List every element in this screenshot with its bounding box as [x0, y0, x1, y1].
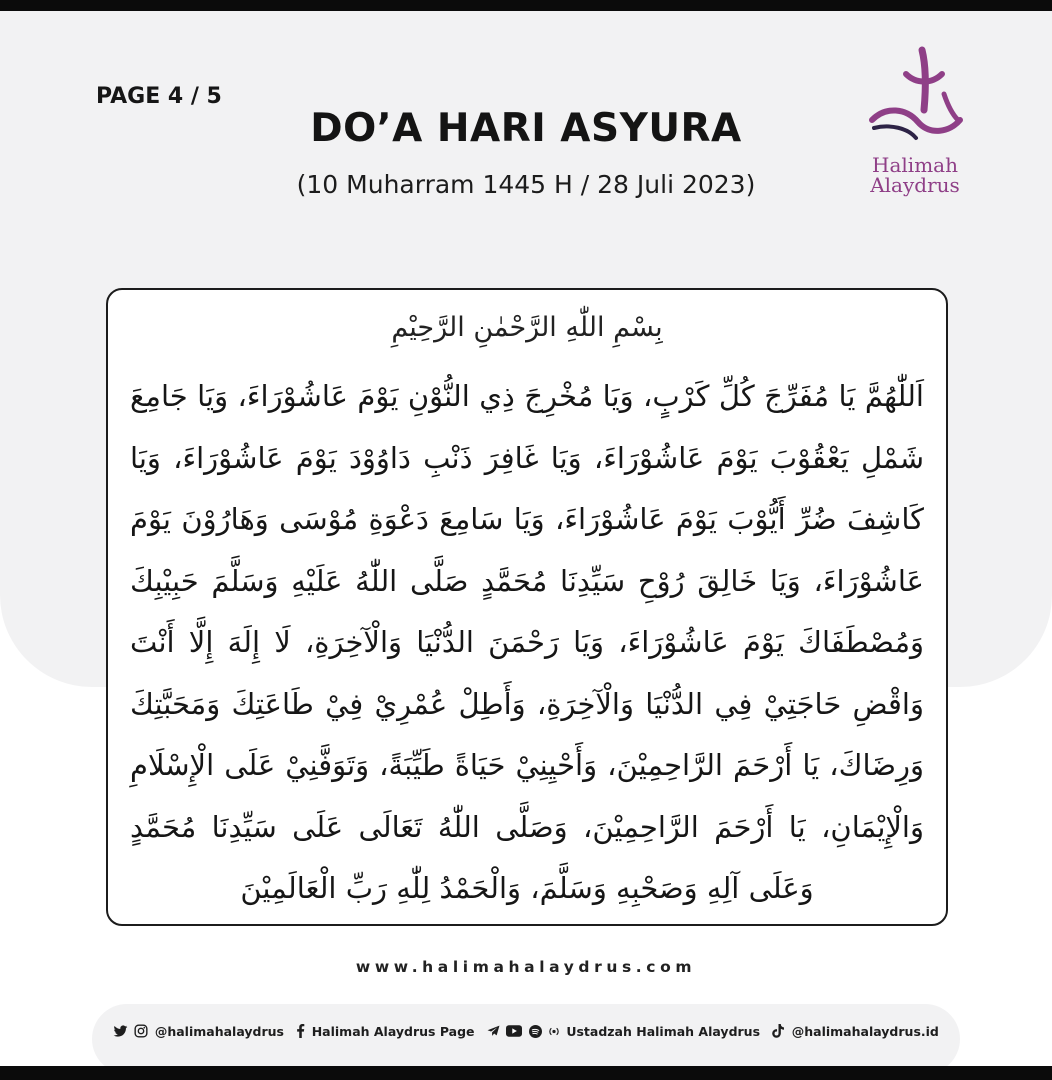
basmalah: بِسْمِ اللّٰهِ الرَّحْمٰنِ الرَّحِيْمِ — [391, 312, 663, 343]
social-tiktok[interactable] — [772, 1023, 938, 1039]
logo-name-line2: Alaydrus — [870, 173, 960, 197]
social-tiktok-label: @halimahalaydrus.id — [791, 1023, 939, 1039]
spotify-icon — [529, 1025, 542, 1038]
social-twitter-instagram[interactable] — [113, 1023, 284, 1039]
social-facebook-label: Halimah Alaydrus Page — [311, 1023, 475, 1039]
top-bar — [0, 0, 1052, 11]
facebook-icon — [296, 1024, 305, 1038]
brand-logo — [860, 44, 970, 197]
social-links — [0, 1022, 1052, 1039]
twitter-icon — [113, 1025, 128, 1038]
tiktok-icon — [772, 1024, 785, 1038]
prayer-text: اَللّٰهُمَّ يَا مُفَرِّجَ كُلِّ كَرْبٍ، وَيَا مُخْرِجَ ذِي النُّوْنِ يَوْمَ عَاشُوْرَاءَ، وَيَا جَامِعَ شَمْلِ يَعْقُوْبَ يَوْمَ عَاشُوْرَاءَ، وَيَا غَافِرَ ذَنْبِ دَاوُوْدَ يَوْمَ عَاشُوْرَاءَ، وَيَا كَاشِفَ ضُرِّ أَيُّوْبَ يَوْمَ عَاشُوْرَاءَ، وَيَا سَامِعَ دَعْوَةِ مُوْسَى وَهَارُوْنَ يَوْمَ عَاشُوْرَاءَ، وَيَا خَالِقَ رُوْحِ سَيِّدِنَا مُحَمَّدٍ صَلَّى اللّٰهُ عَلَيْهِ وَسَلَّمَ حَبِيْبِكَ وَمُصْطَفَاكَ يَوْمَ عَاشُوْرَاءَ، وَيَا رَحْمَنَ الدُّنْيَا وَالْآخِرَةِ، لَا إِلَهَ إِلَّا أَنْتَ وَاقْضِ حَاجَتِيْ فِي الدُّنْيَا وَالْآخِرَةِ، وَأَطِلْ عُمْرِيْ فِيْ طَاعَتِكَ وَمَحَبَّتِكَ وَرِضَاكَ، يَا أَرْحَمَ الرَّاحِمِيْنَ، وَأَحْيِنِيْ حَيَاةً طَيِّبَةً، وَتَوَفَّنِيْ عَلَى الْإِسْلَامِ وَالْإِيْمَانِ، يَا أَرْحَمَ الرَّاحِمِيْنَ، وَصَلَّى اللّٰهُ تَعَالَى عَلَى سَيِّدِنَا مُحَمَّدٍ وَعَلَى آلِهِ وَصَحْبِهِ وَسَلَّمَ، وَالْحَمْدُ لِلّٰهِ رَبِّ الْعَالَمِيْنَ — [130, 379, 924, 905]
social-facebook[interactable] — [296, 1023, 474, 1039]
bottom-bar — [0, 1066, 1052, 1080]
website-link[interactable]: www.halimahalaydrus.com — [355, 958, 697, 976]
social-media-channels[interactable] — [487, 1023, 760, 1039]
calligraphy-logo-icon — [860, 44, 970, 154]
page-title: DO’A HARI ASYURA — [310, 106, 742, 151]
logo-name-line1: Halimah — [872, 153, 958, 177]
social-channel-label: Ustadzah Halimah Alaydrus — [566, 1023, 761, 1039]
social-handle-label: @halimahalaydrus — [154, 1023, 284, 1039]
footer-panel — [92, 1004, 960, 1074]
podcast-icon — [548, 1025, 560, 1038]
telegram-icon — [487, 1025, 500, 1037]
prayer-box — [106, 288, 948, 926]
instagram-icon — [134, 1024, 148, 1038]
page-subtitle: (10 Muharram 1445 H / 28 Juli 2023) — [296, 170, 756, 199]
youtube-icon — [506, 1025, 522, 1037]
page-indicator: PAGE 4 / 5 — [96, 84, 222, 109]
